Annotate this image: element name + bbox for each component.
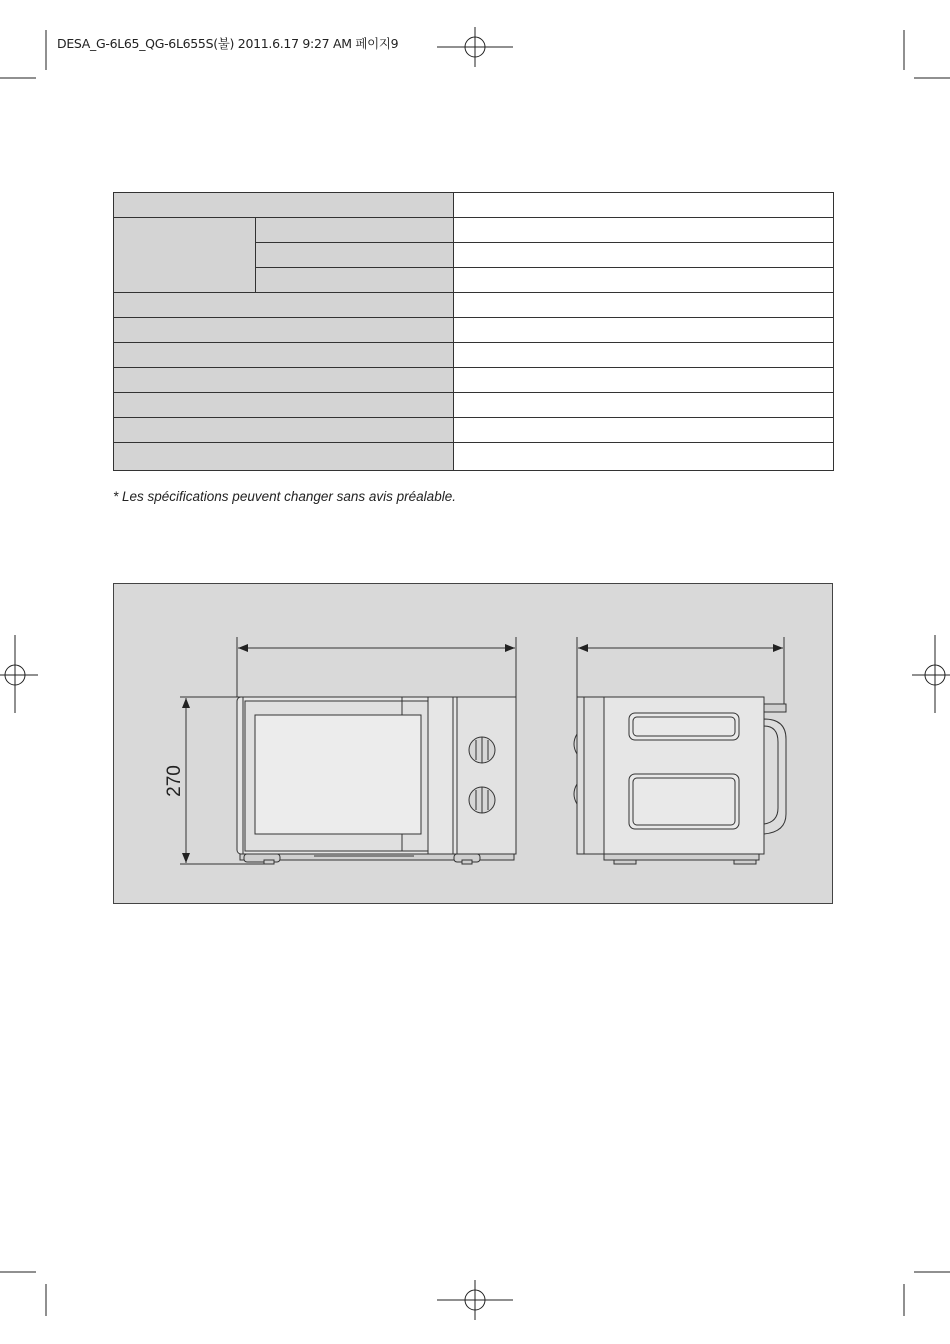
- table-row: [114, 343, 834, 368]
- spec-value-cell: [454, 343, 834, 368]
- dimensions-drawing: [114, 584, 832, 903]
- spec-label-cell: [114, 393, 454, 418]
- spec-value-cell: [454, 268, 834, 293]
- spec-value-cell: [454, 368, 834, 393]
- rear-housing: [764, 719, 786, 834]
- timer-knob: [469, 737, 495, 763]
- print-header: DESA_G-6L65_QG-6L655S(불) 2011.6.17 9:27 AM 페이지9: [57, 36, 399, 51]
- spec-value-cell: [454, 218, 834, 243]
- spec-value-cell: [454, 293, 834, 318]
- spec-label-cell: [114, 318, 454, 343]
- table-row: [114, 443, 834, 471]
- control-panel: [457, 697, 516, 854]
- spec-value-cell: [454, 243, 834, 268]
- spec-label-cell: [114, 443, 454, 471]
- dimensions-panel: [113, 583, 833, 904]
- power-knob: [469, 787, 495, 813]
- table-row: [114, 318, 834, 343]
- registration-mark-left: [0, 635, 38, 713]
- table-row: [114, 193, 834, 218]
- table-row: [114, 293, 834, 318]
- registration-mark-bottom: [437, 1280, 513, 1320]
- table-row: [114, 368, 834, 393]
- table-row: [114, 418, 834, 443]
- spec-value-cell: [454, 418, 834, 443]
- spec-value-cell: [454, 318, 834, 343]
- table-row: [114, 393, 834, 418]
- spec-sublabel-cell: [256, 243, 454, 268]
- height-label: 270: [164, 765, 185, 797]
- spec-sublabel-cell: [256, 218, 454, 243]
- foot: [614, 860, 636, 864]
- spec-value-cell: [454, 443, 834, 471]
- spec-footnote: * Les spécifications peuvent changer sans avis préalable.: [113, 489, 456, 504]
- front-view: [180, 637, 516, 864]
- specifications-table: [113, 192, 834, 471]
- spec-label-cell: [114, 343, 454, 368]
- foot: [734, 860, 756, 864]
- spec-value-cell: [454, 393, 834, 418]
- door-window: [255, 715, 421, 834]
- side-base: [604, 854, 759, 860]
- spec-label-cell: [114, 293, 454, 318]
- side-vent-lower: [629, 774, 739, 829]
- spec-value-cell: [454, 193, 834, 218]
- spec-label-cell: [114, 368, 454, 393]
- spec-sublabel-cell: [256, 268, 454, 293]
- side-front-panel: [577, 697, 604, 854]
- foot: [244, 854, 280, 862]
- registration-mark-top: [437, 27, 513, 67]
- registration-mark-right: [912, 635, 950, 713]
- spec-label-cell: [114, 193, 454, 218]
- side-view: [574, 637, 786, 864]
- spec-group-label-cell: [114, 218, 256, 293]
- table-row: [114, 218, 834, 243]
- spec-label-cell: [114, 418, 454, 443]
